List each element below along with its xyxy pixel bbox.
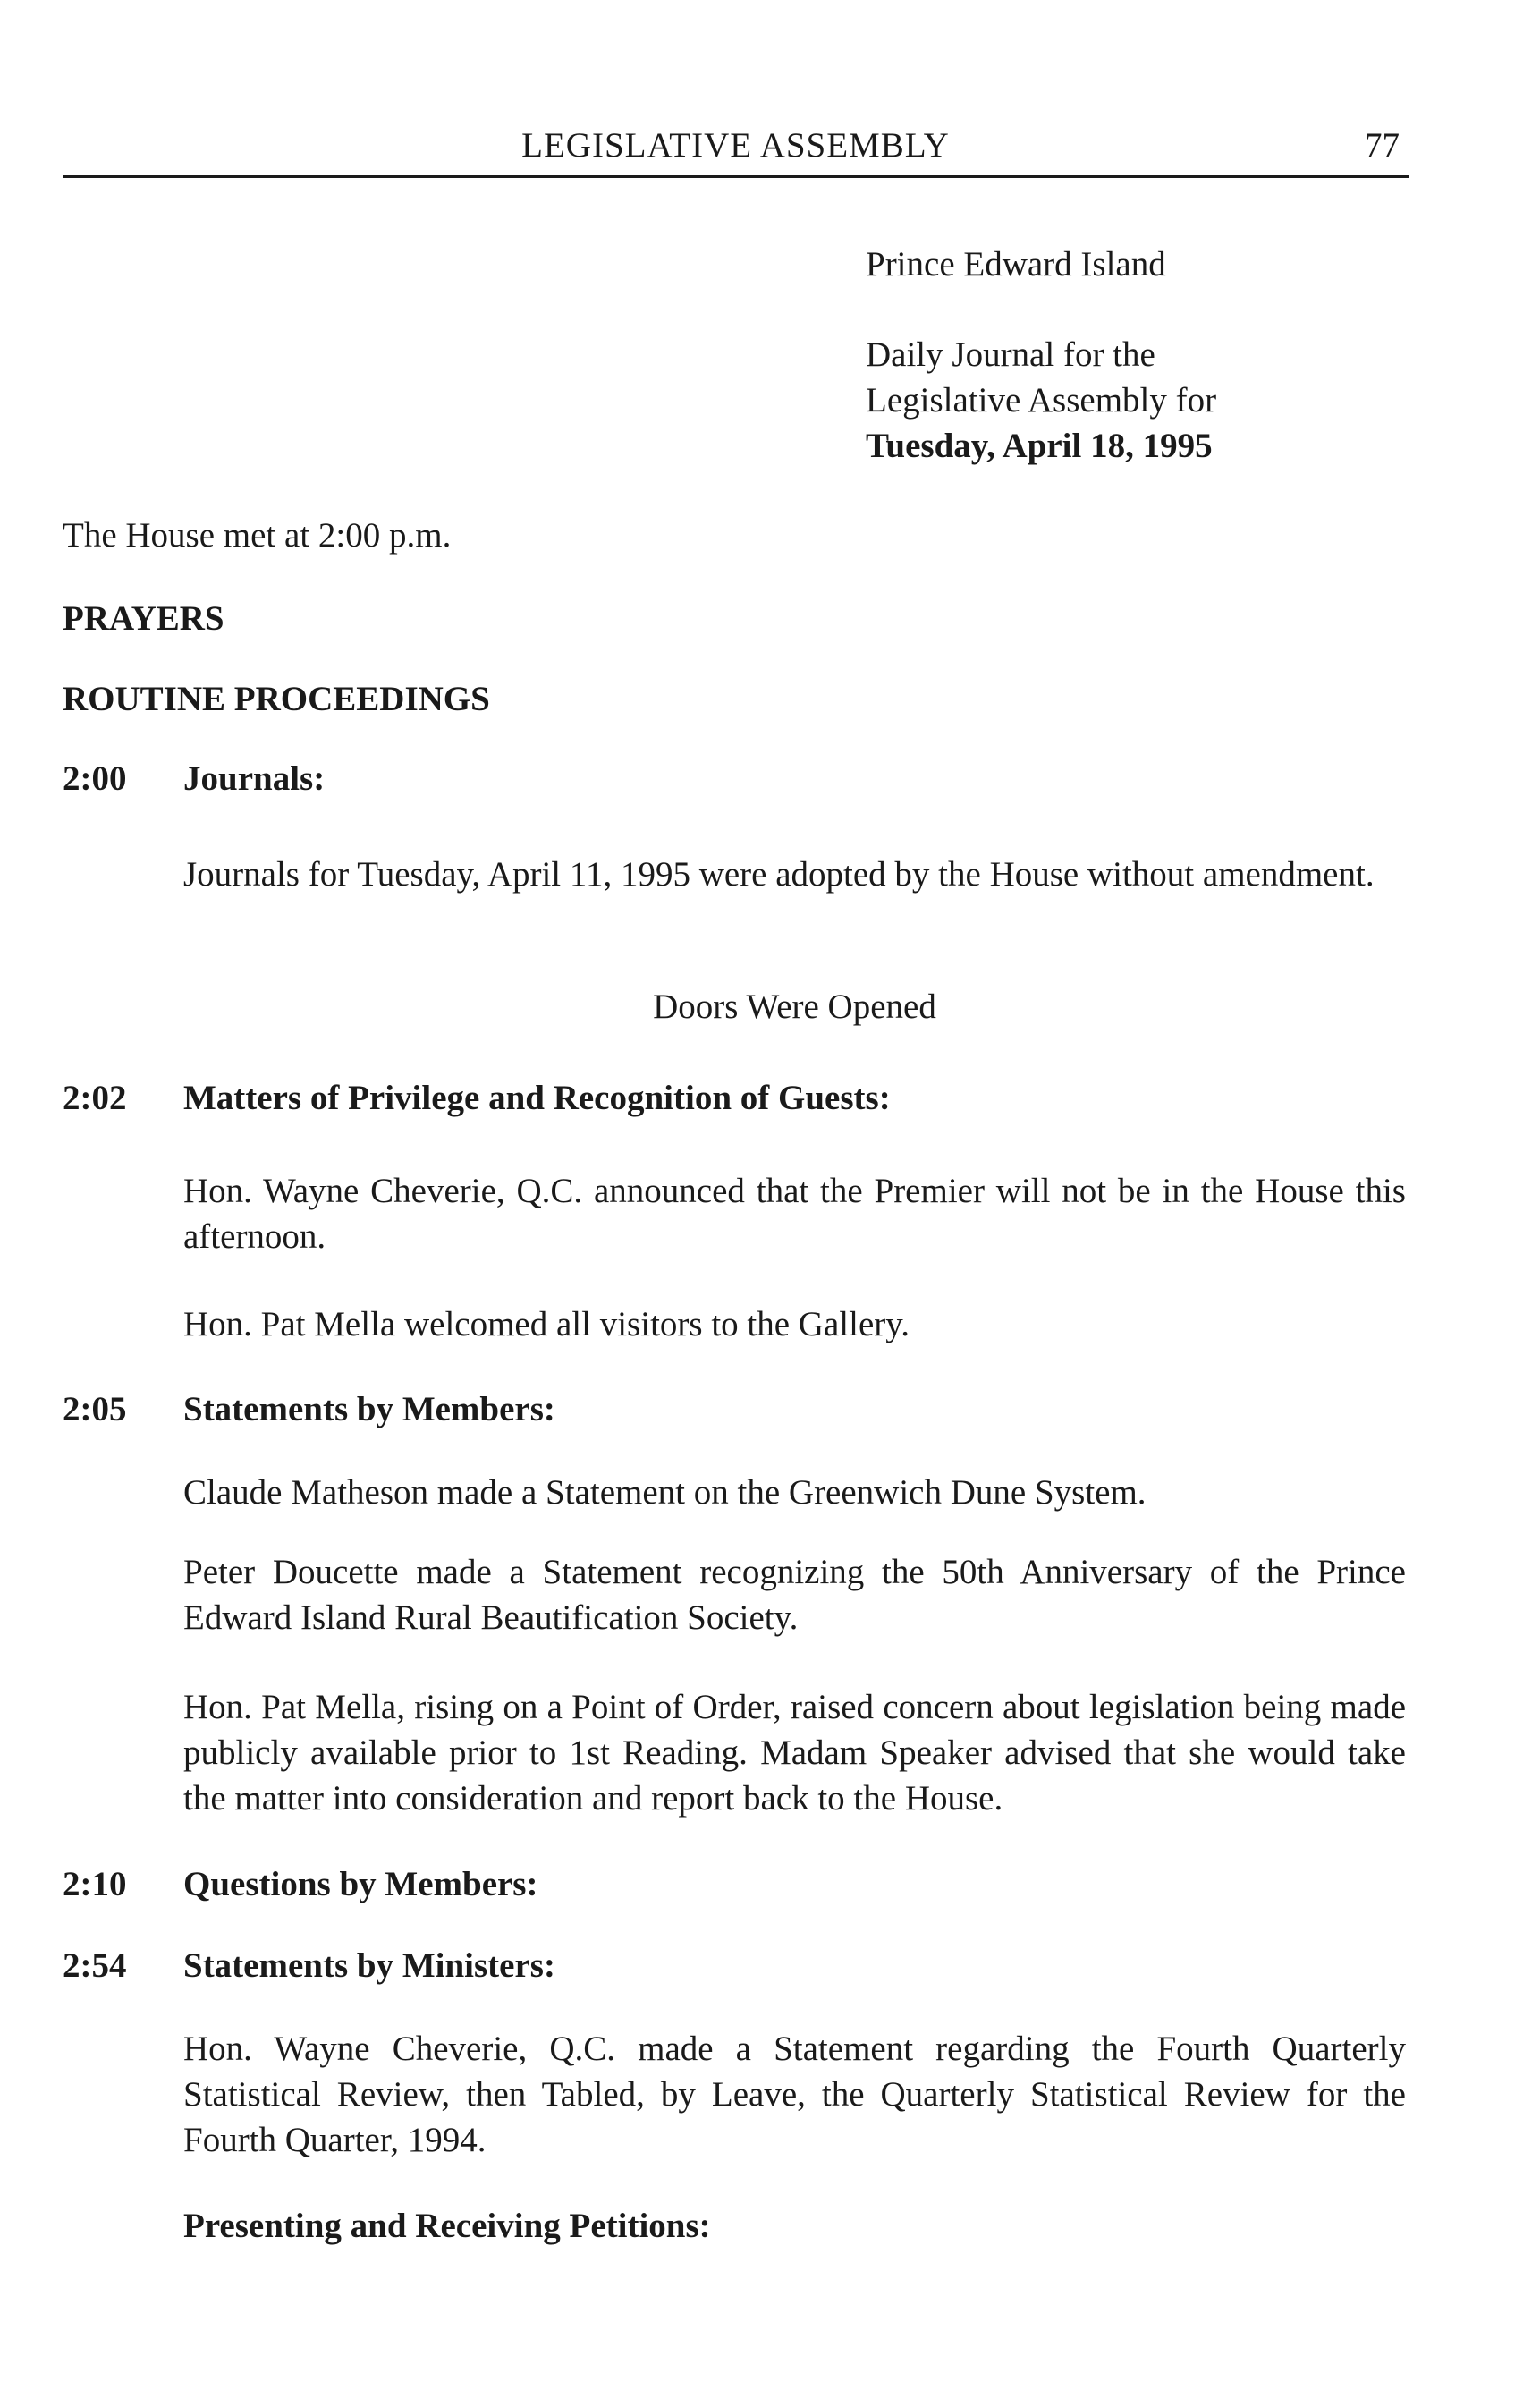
- masthead-date: Tuesday, April 18, 1995: [866, 427, 1213, 465]
- opening-statement: The House met at 2:00 p.m.: [63, 516, 452, 555]
- heading-privilege: Matters of Privilege and Recognition of Guests:: [183, 1079, 891, 1117]
- masthead-line-2: Legislative Assembly for: [866, 381, 1217, 420]
- prayers-heading: PRAYERS: [63, 599, 224, 638]
- heading-statements-members: Statements by Members:: [183, 1390, 555, 1428]
- heading-statements-ministers: Statements by Ministers:: [183, 1946, 555, 1985]
- statements-ministers-paragraph-1: Hon. Wayne Cheverie, Q.C. made a Statement regarding the Fourth Quarterly Statistical Review, then Tabled, by Leave, the Quarterly Statistical Review for the Fourth Quarter, 1994.: [183, 2030, 1406, 2159]
- time-statements-ministers: 2:54: [63, 1946, 127, 1985]
- running-title: LEGISLATIVE ASSEMBLY: [521, 126, 950, 165]
- doors-opened-note: Doors Were Opened: [653, 987, 936, 1026]
- statements-members-paragraph-3: Hon. Pat Mella, rising on a Point of Order, raised concern about legislation being made publicly available prior to 1st Reading. Madam Speaker advised that she would take the matter into consideration and report back to the House.: [183, 1688, 1406, 1818]
- statements-members-paragraph-1: Claude Matheson made a Statement on the Greenwich Dune System.: [183, 1473, 1147, 1512]
- masthead: [866, 242, 1216, 469]
- statements-members-paragraph-2: Peter Doucette made a Statement recognizing the 50th Anniversary of the Prince Edward Island Rural Beautification Society.: [183, 1553, 1406, 1637]
- journals-text: Journals for Tuesday, April 11, 1995 were adopted by the House without amendment.: [183, 855, 1375, 894]
- privilege-paragraph-1: Hon. Wayne Cheverie, Q.C. announced that the Premier will not be in the House this afternoon.: [183, 1172, 1406, 1256]
- masthead-place: Prince Edward Island: [866, 245, 1166, 284]
- masthead-line-1: Daily Journal for the: [866, 335, 1155, 374]
- time-journals: 2:00: [63, 759, 127, 798]
- page-number: 77: [1365, 126, 1400, 165]
- routine-proceedings-heading: ROUTINE PROCEEDINGS: [63, 680, 490, 718]
- time-statements-members: 2:05: [63, 1390, 127, 1428]
- heading-journals: Journals:: [183, 759, 326, 798]
- privilege-paragraph-2: Hon. Pat Mella welcomed all visitors to the Gallery.: [183, 1305, 910, 1343]
- running-header: [63, 122, 1409, 178]
- heading-questions: Questions by Members:: [183, 1865, 538, 1903]
- time-privilege: 2:02: [63, 1079, 127, 1117]
- time-questions: 2:10: [63, 1865, 127, 1903]
- heading-petitions: Presenting and Receiving Petitions:: [183, 2207, 711, 2245]
